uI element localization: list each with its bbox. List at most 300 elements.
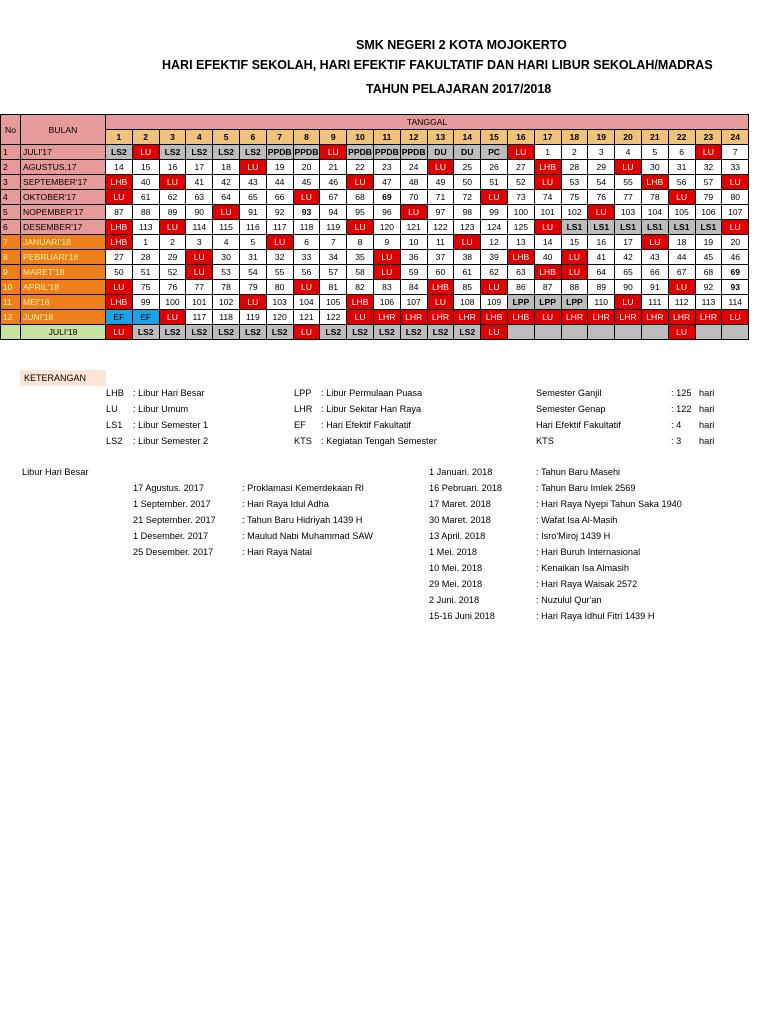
day-cell: LU [722,175,749,190]
day-cell: 46 [320,175,347,190]
day-cell: LU [668,325,695,340]
day-cell: 17 [186,160,213,175]
day-cell: LHR [695,310,722,325]
day-cell: 90 [615,280,642,295]
day-cell: 68 [695,265,722,280]
day-cell: 31 [668,160,695,175]
day-cell: 19 [695,235,722,250]
table-row [1,190,749,205]
day-cell: 107 [722,205,749,220]
day-cell: LHB [507,250,534,265]
day-header: 18 [561,130,588,145]
day-cell: LU [507,145,534,160]
summary-unit: hari [699,388,715,398]
day-cell: LU [293,190,320,205]
day-cell [695,325,722,340]
holiday-date: 16 Pebruari. 2018 [429,483,503,493]
day-cell: LU [106,190,133,205]
holiday-name: : Hari Raya Nyepi Tahun Saka 1940 [536,499,682,509]
holiday-date: 13 April. 2018 [429,531,486,541]
day-cell: 104 [641,205,668,220]
day-cell: 58 [347,265,374,280]
day-cell: LU [347,175,374,190]
day-cell: 3 [588,145,615,160]
day-cell: 32 [695,160,722,175]
summary-value: : 125 [671,388,692,398]
table-row [1,325,749,340]
day-cell: 49 [427,175,454,190]
day-cell: LS2 [159,145,186,160]
summary-unit: hari [699,420,715,430]
day-cell: 52 [159,265,186,280]
table-row [1,205,749,220]
day-cell: 43 [239,175,266,190]
day-cell: LHB [481,310,508,325]
day-cell: 80 [722,190,749,205]
day-cell: LS2 [186,325,213,340]
row-number: 2 [1,160,21,175]
day-cell: 30 [213,250,240,265]
day-header: 8 [293,130,320,145]
day-cell: LS2 [427,325,454,340]
day-cell: 54 [239,265,266,280]
day-cell: 87 [534,280,561,295]
day-cell: 56 [293,265,320,280]
day-cell: LU [213,205,240,220]
month-label: JANUARI'18 [21,235,106,250]
day-header: 3 [159,130,186,145]
day-cell: 63 [186,190,213,205]
day-cell: 1 [132,235,159,250]
row-number: 1 [1,145,21,160]
day-cell: LS2 [132,325,159,340]
day-cell: 78 [213,280,240,295]
day-cell: LU [159,220,186,235]
day-cell: LU [427,295,454,310]
day-cell: 75 [132,280,159,295]
day-cell: LS2 [213,145,240,160]
day-cell: 63 [507,265,534,280]
day-cell: 19 [266,160,293,175]
day-cell: 60 [427,265,454,280]
holiday-date: 25 Desember. 2017 [133,547,214,557]
day-cell: 48 [400,175,427,190]
day-cell: 66 [266,190,293,205]
day-cell: LU [668,280,695,295]
day-cell: 27 [507,160,534,175]
legend-description: : Libur Umum [133,404,189,414]
day-cell: 40 [534,250,561,265]
day-cell: 90 [186,205,213,220]
day-cell: 113 [695,295,722,310]
day-cell: 68 [347,190,374,205]
day-cell: LHB [427,280,454,295]
month-label: APRIL'18 [21,280,106,295]
school-name: SMK NEGERI 2 KOTA MOJOKERTO [356,38,567,52]
day-cell: 87 [106,205,133,220]
day-cell: 25 [454,160,481,175]
day-cell: 73 [507,190,534,205]
day-cell: 82 [347,280,374,295]
day-cell: 99 [132,295,159,310]
holiday-date: 15-16 Juni 2018 [429,611,495,621]
day-cell [507,325,534,340]
day-cell: 85 [454,280,481,295]
day-cell: LHB [641,175,668,190]
summary-value: : 122 [671,404,692,414]
day-header: 14 [454,130,481,145]
day-cell: 106 [695,205,722,220]
day-cell: 99 [481,205,508,220]
day-cell: 6 [293,235,320,250]
month-label: AGUSTUS,17 [21,160,106,175]
day-header: 11 [373,130,400,145]
day-cell: LU [722,310,749,325]
day-cell: 26 [481,160,508,175]
day-cell: LU [427,160,454,175]
day-cell: LS2 [373,325,400,340]
day-cell: 125 [507,220,534,235]
day-cell: 33 [293,250,320,265]
holiday-date: 1 Mei. 2018 [429,547,478,557]
day-cell: LPP [507,295,534,310]
day-cell: EF [132,310,159,325]
day-header: 15 [481,130,508,145]
day-cell: 61 [132,190,159,205]
summary-label: KTS [536,436,554,446]
day-cell: 5 [239,235,266,250]
holiday-name: : Tahun Baru Masehi [536,467,621,477]
day-cell: 61 [454,265,481,280]
day-header: 9 [320,130,347,145]
day-cell: 89 [159,205,186,220]
day-cell: LHR [454,310,481,325]
legend-description: : Libur Semester 2 [133,436,209,446]
day-cell: 93 [293,205,320,220]
day-cell: 14 [534,235,561,250]
day-cell: LU [159,310,186,325]
day-cell: LS2 [347,325,374,340]
day-cell: LS2 [106,145,133,160]
table-row [1,280,749,295]
day-cell: LS2 [454,325,481,340]
day-cell: 94 [320,205,347,220]
day-cell: 28 [132,250,159,265]
day-cell: 109 [481,295,508,310]
day-cell: 65 [615,265,642,280]
holiday-date: 1 Desember. 2017 [133,531,209,541]
day-cell: LU [615,160,642,175]
day-cell: LHR [641,310,668,325]
day-cell: 4 [213,235,240,250]
day-cell: 96 [373,205,400,220]
month-label: SEPTEMBER'17 [21,175,106,190]
day-cell: 89 [588,280,615,295]
day-cell: LU [615,295,642,310]
day-cell: 12 [481,235,508,250]
legend-description: : Hari Efektif Fakultatif [321,420,411,430]
day-cell: 97 [427,205,454,220]
day-cell: 103 [615,205,642,220]
month-label: DESEMBER'17 [21,220,106,235]
day-cell: LHR [561,310,588,325]
row-number: 9 [1,265,21,280]
day-cell: 40 [132,175,159,190]
day-cell: 57 [320,265,347,280]
day-cell: LU [588,205,615,220]
day-cell: 1 [534,145,561,160]
day-cell: LU [186,265,213,280]
day-cell: LHR [615,310,642,325]
day-cell: 53 [561,175,588,190]
day-cell: 114 [186,220,213,235]
day-header: 16 [507,130,534,145]
month-label: NOPEMBER'17 [21,205,106,220]
calendar-table [0,114,749,340]
day-cell: LS1 [588,220,615,235]
month-label: JULI'17 [21,145,106,160]
day-header: 5 [213,130,240,145]
holiday-name: : Nuzulul Qur'an [536,595,602,605]
day-cell: 16 [588,235,615,250]
day-cell: LU [400,205,427,220]
holiday-name: : Tahun Baru Imlek 2569 [536,483,636,493]
day-cell: LHB [106,295,133,310]
holiday-name: : Tahun Baru Hidriyah 1439 H [242,515,363,525]
row-number: 8 [1,250,21,265]
day-cell: LU [481,280,508,295]
day-cell: LU [239,295,266,310]
month-label: JUNI'18 [21,310,106,325]
day-cell: 44 [266,175,293,190]
day-cell: LU [534,310,561,325]
holiday-name: : Hari Raya Natal [242,547,312,557]
day-cell: 78 [641,190,668,205]
day-cell: 110 [588,295,615,310]
holiday-name: : Proklamasi Kemerdekaan RI [242,483,365,493]
day-cell: 3 [186,235,213,250]
day-cell: LU [641,235,668,250]
day-cell: LS1 [668,220,695,235]
day-cell: 69 [373,190,400,205]
legend-code: EF [294,420,306,430]
day-cell [588,325,615,340]
day-cell: 4 [615,145,642,160]
document-subtitle: HARI EFEKTIF SEKOLAH, HARI EFEKTIF FAKULTATIF DAN HARI LIBUR SEKOLAH/MADRAS [162,58,713,72]
day-cell: PPDB [373,145,400,160]
day-cell: 39 [481,250,508,265]
day-cell: LS1 [641,220,668,235]
day-cell: 91 [239,205,266,220]
day-cell: LHB [347,295,374,310]
day-cell: 75 [561,190,588,205]
day-cell: LU [293,325,320,340]
day-cell: 37 [427,250,454,265]
holiday-date: 1 Januari. 2018 [429,467,493,477]
day-cell: LHR [668,310,695,325]
holiday-date: 10 Mei. 2018 [429,563,483,573]
day-cell: 7 [320,235,347,250]
day-cell: LHR [427,310,454,325]
day-cell: 119 [239,310,266,325]
day-cell: 11 [427,235,454,250]
table-row [1,220,749,235]
day-cell: LU [347,220,374,235]
day-cell: LS2 [239,145,266,160]
day-cell: 105 [668,205,695,220]
column-header-no: No [1,115,21,145]
table-row [1,145,749,160]
day-cell: 35 [347,250,374,265]
day-cell: LHB [534,160,561,175]
row-number: 3 [1,175,21,190]
day-cell: 69 [722,265,749,280]
day-cell: LU [239,160,266,175]
day-cell: LS1 [695,220,722,235]
legend-code: LS2 [106,436,123,446]
day-cell [561,325,588,340]
day-header: 2 [132,130,159,145]
day-cell: LU [481,325,508,340]
legend-code: KTS [294,436,312,446]
academic-year: TAHUN PELAJARAN 2017/2018 [366,82,552,96]
day-cell: 7 [722,145,749,160]
day-cell: 50 [454,175,481,190]
day-cell: 83 [373,280,400,295]
day-cell: 113 [132,220,159,235]
day-cell: 100 [159,295,186,310]
day-cell: 95 [347,205,374,220]
day-cell: 57 [695,175,722,190]
day-cell: LU [722,220,749,235]
day-cell: DU [427,145,454,160]
day-cell: LU [293,280,320,295]
holiday-name: : Hari Raya Waisak 2572 [536,579,638,589]
column-header-bulan: BULAN [21,115,106,145]
day-cell: 55 [266,265,293,280]
day-cell: 117 [266,220,293,235]
day-cell: 86 [507,280,534,295]
holiday-date: 2 Juni. 2018 [429,595,480,605]
row-number: 10 [1,280,21,295]
day-cell: PPDB [400,145,427,160]
day-cell: 115 [213,220,240,235]
day-cell: 92 [695,280,722,295]
day-cell: 67 [320,190,347,205]
day-cell: LHB [507,310,534,325]
day-cell: 44 [668,250,695,265]
day-cell: 18 [668,235,695,250]
day-cell: LU [266,235,293,250]
day-cell: 30 [641,160,668,175]
day-cell: LU [347,310,374,325]
day-cell: 8 [347,235,374,250]
day-cell: LHR [588,310,615,325]
day-header: 17 [534,130,561,145]
day-cell: 92 [266,205,293,220]
day-cell: 6 [668,145,695,160]
table-row [1,295,749,310]
day-cell: 103 [266,295,293,310]
day-cell: 102 [561,205,588,220]
holiday-name: : Isro'Miroj 1439 H [536,531,611,541]
day-cell: 120 [266,310,293,325]
holiday-date: 30 Maret. 2018 [429,515,491,525]
day-cell: 50 [106,265,133,280]
legend-description: : Libur Permulaan Puasa [321,388,423,398]
holiday-date: 1 September. 2017 [133,499,211,509]
day-cell: 15 [561,235,588,250]
day-cell: 45 [293,175,320,190]
day-cell: LHB [106,175,133,190]
day-cell: LS2 [400,325,427,340]
day-cell: 106 [373,295,400,310]
day-cell: 118 [213,310,240,325]
day-cell: 77 [615,190,642,205]
table-row [1,265,749,280]
row-number: 11 [1,295,21,310]
day-cell: 102 [213,295,240,310]
day-cell: 55 [615,175,642,190]
day-cell: 14 [106,160,133,175]
day-cell: 20 [722,235,749,250]
day-cell: 80 [266,280,293,295]
day-cell: 42 [615,250,642,265]
holiday-date: 17 Maret. 2018 [429,499,491,509]
day-cell: 64 [213,190,240,205]
day-cell: 101 [534,205,561,220]
row-number [1,325,21,340]
day-cell: 64 [588,265,615,280]
day-cell: 43 [641,250,668,265]
day-header: 21 [641,130,668,145]
table-row [1,250,749,265]
day-cell: LPP [561,295,588,310]
day-cell: LU [159,175,186,190]
holiday-name: : Kenaikan Isa Almasih [536,563,629,573]
day-cell: LHR [373,310,400,325]
day-cell: 5 [641,145,668,160]
day-cell: LU [481,190,508,205]
legend-description: : Libur Hari Besar [133,388,205,398]
day-cell: 76 [588,190,615,205]
day-cell: 120 [373,220,400,235]
day-cell: 51 [132,265,159,280]
day-cell: 105 [320,295,347,310]
day-cell: 71 [427,190,454,205]
day-cell: LHB [106,220,133,235]
day-header: 12 [400,130,427,145]
day-cell: 84 [400,280,427,295]
day-cell: 114 [722,295,749,310]
holiday-date: 29 Mei. 2018 [429,579,483,589]
day-cell: LU [106,280,133,295]
month-label: MEI'18 [21,295,106,310]
day-cell: 18 [213,160,240,175]
day-cell: LU [534,220,561,235]
day-cell: 81 [320,280,347,295]
day-cell: 108 [454,295,481,310]
day-cell: 29 [588,160,615,175]
day-cell: 111 [641,295,668,310]
day-cell: 59 [400,265,427,280]
day-cell: LPP [534,295,561,310]
day-header: 13 [427,130,454,145]
day-cell: 15 [132,160,159,175]
row-number: 4 [1,190,21,205]
day-cell: 117 [186,310,213,325]
holiday-date: 21 September. 2017 [133,515,216,525]
